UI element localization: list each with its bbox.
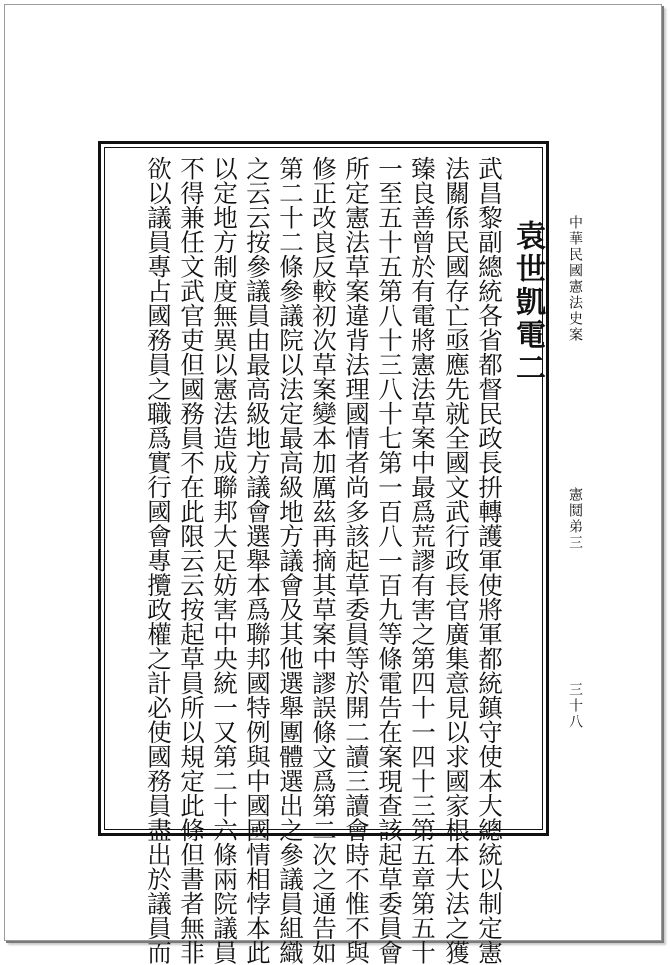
body-column-5: 所定憲法草案違背法理國情者尚多該起草委員等於開二讀三讀會時不惟不與 [342,156,371,965]
body-column-11: 欲以議員專占國務員之職爲實行國會專攬政權之計必使國務員盡出於議員而 [144,156,173,965]
body-column-1: 武昌黎副總統各省都督民政長抍轉護軍使將軍都統鎮守使本大總統以制定憲 [475,156,504,965]
body-column-10: 不得兼任文武官吏但國務員不在此限云云按起草員所以規定此條但書者無非 [177,156,206,965]
body-column-9: 以定地方制度無異以憲法造成聯邦大足妨害中央統一又第二十六條兩院議員 [210,156,239,965]
book-title: 中華民國憲法史案 [567,215,583,343]
document-title: 袁世凱電二 [510,220,545,385]
body-column-2: 法關係民國存亡亟應先就全國文武行政長官廣集意見以求國家根本大法之獲 [442,156,471,965]
body-column-8: 之云云按參議員由最高級地方議會選舉本爲聯邦國特例與中國國情相悖本此 [243,156,272,965]
body-column-3: 臻良善曾於有電將憲法草案中最爲荒謬有害之第四十一四十三第五章第五十 [408,156,437,965]
body-column-7: 第二十二條參議院以法定最高級地方議會及其他選舉團體選出之參議員組織 [276,156,305,965]
body-column-6: 修正改良反較初次草案變本加厲茲再摘其草案中謬誤條文爲第二次之通告如 [309,156,338,965]
page-number: 三十八 [567,682,583,730]
section-label: 憲鬩弟三 [567,487,583,551]
body-column-4: 一至五十五第八十三八十七第一百八一百九等條電告在案現查該起草委員會 [375,156,404,965]
